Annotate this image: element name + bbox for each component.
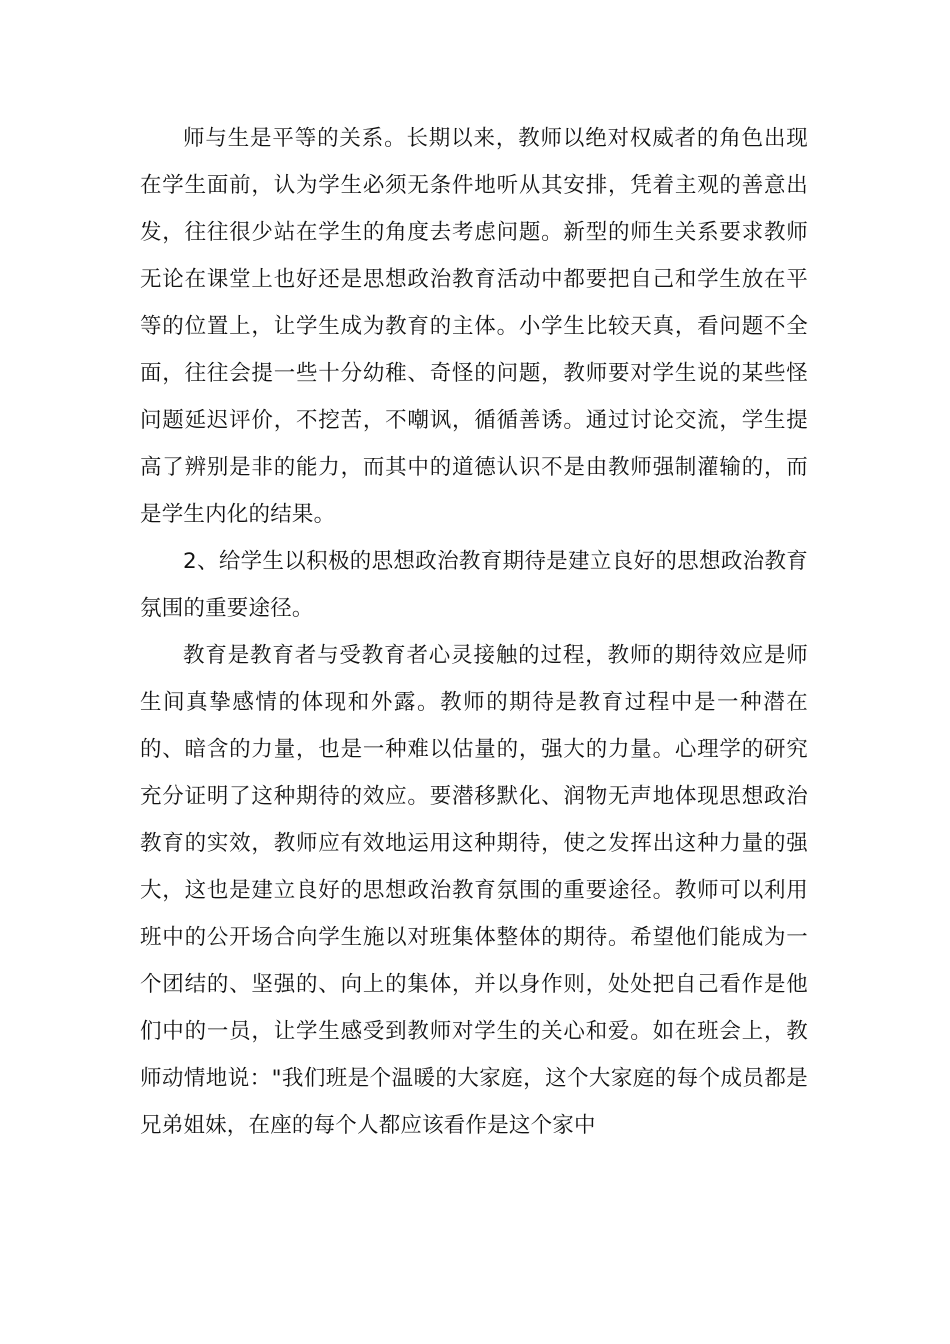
paragraph-teacher-student-equality: 师与生是平等的关系。长期以来，教师以绝对权威者的角色出现在学生面前，认为学生必须无条件地听从其安排，凭着主观的善意出发，往往很少站在学生的角度去考虑问题。新型的师生关系要求教师无论在课堂上也好还是思想政治教育活动中都要把自己和学生放在平等的位置上，让学生成为教育的主体。小学生比较天真，看问题不全面，往往会提一些十分幼稚、奇怪的问题，教师要对学生说的某些怪问题延迟评价，不挖苦，不嘲讽，循循善诱。通过讨论交流，学生提高了辨别是非的能力，而其中的道德认识不是由教师强制灌输的，而是学生内化的结果。	[140, 126, 808, 527]
paragraph-heading-2: 2、给学生以积极的思想政治教育期待是建立良好的思想政治教育氛围的重要途径。	[140, 549, 808, 621]
paragraph-teacher-expectation: 教育是教育者与受教育者心灵接触的过程，教师的期待效应是师生间真挚感情的体现和外露。教师的期待是教育过程中是一种潜在的、暗含的力量，也是一种难以估量的，强大的力量。心理学的研究充分证明了这种期待的效应。要潜移默化、润物无声地体现思想政治教育的实效，教师应有效地运用这种期待，使之发挥出这种力量的强大，这也是建立良好的思想政治教育氛围的重要途径。教师可以利用班中的公开场合向学生施以对班集体整体的期待。希望他们能成为一个团结的、坚强的、向上的集体，并以身作则，处处把自己看作是他们中的一员，让学生感受到教师对学生的关心和爱。如在班会上，教师动情地说："我们班是个温暖的大家庭，这个大家庭的每个成员都是兄弟姐妹，在座的每个人都应该看作是这个家中	[140, 643, 808, 1138]
document-body	[140, 115, 808, 1149]
